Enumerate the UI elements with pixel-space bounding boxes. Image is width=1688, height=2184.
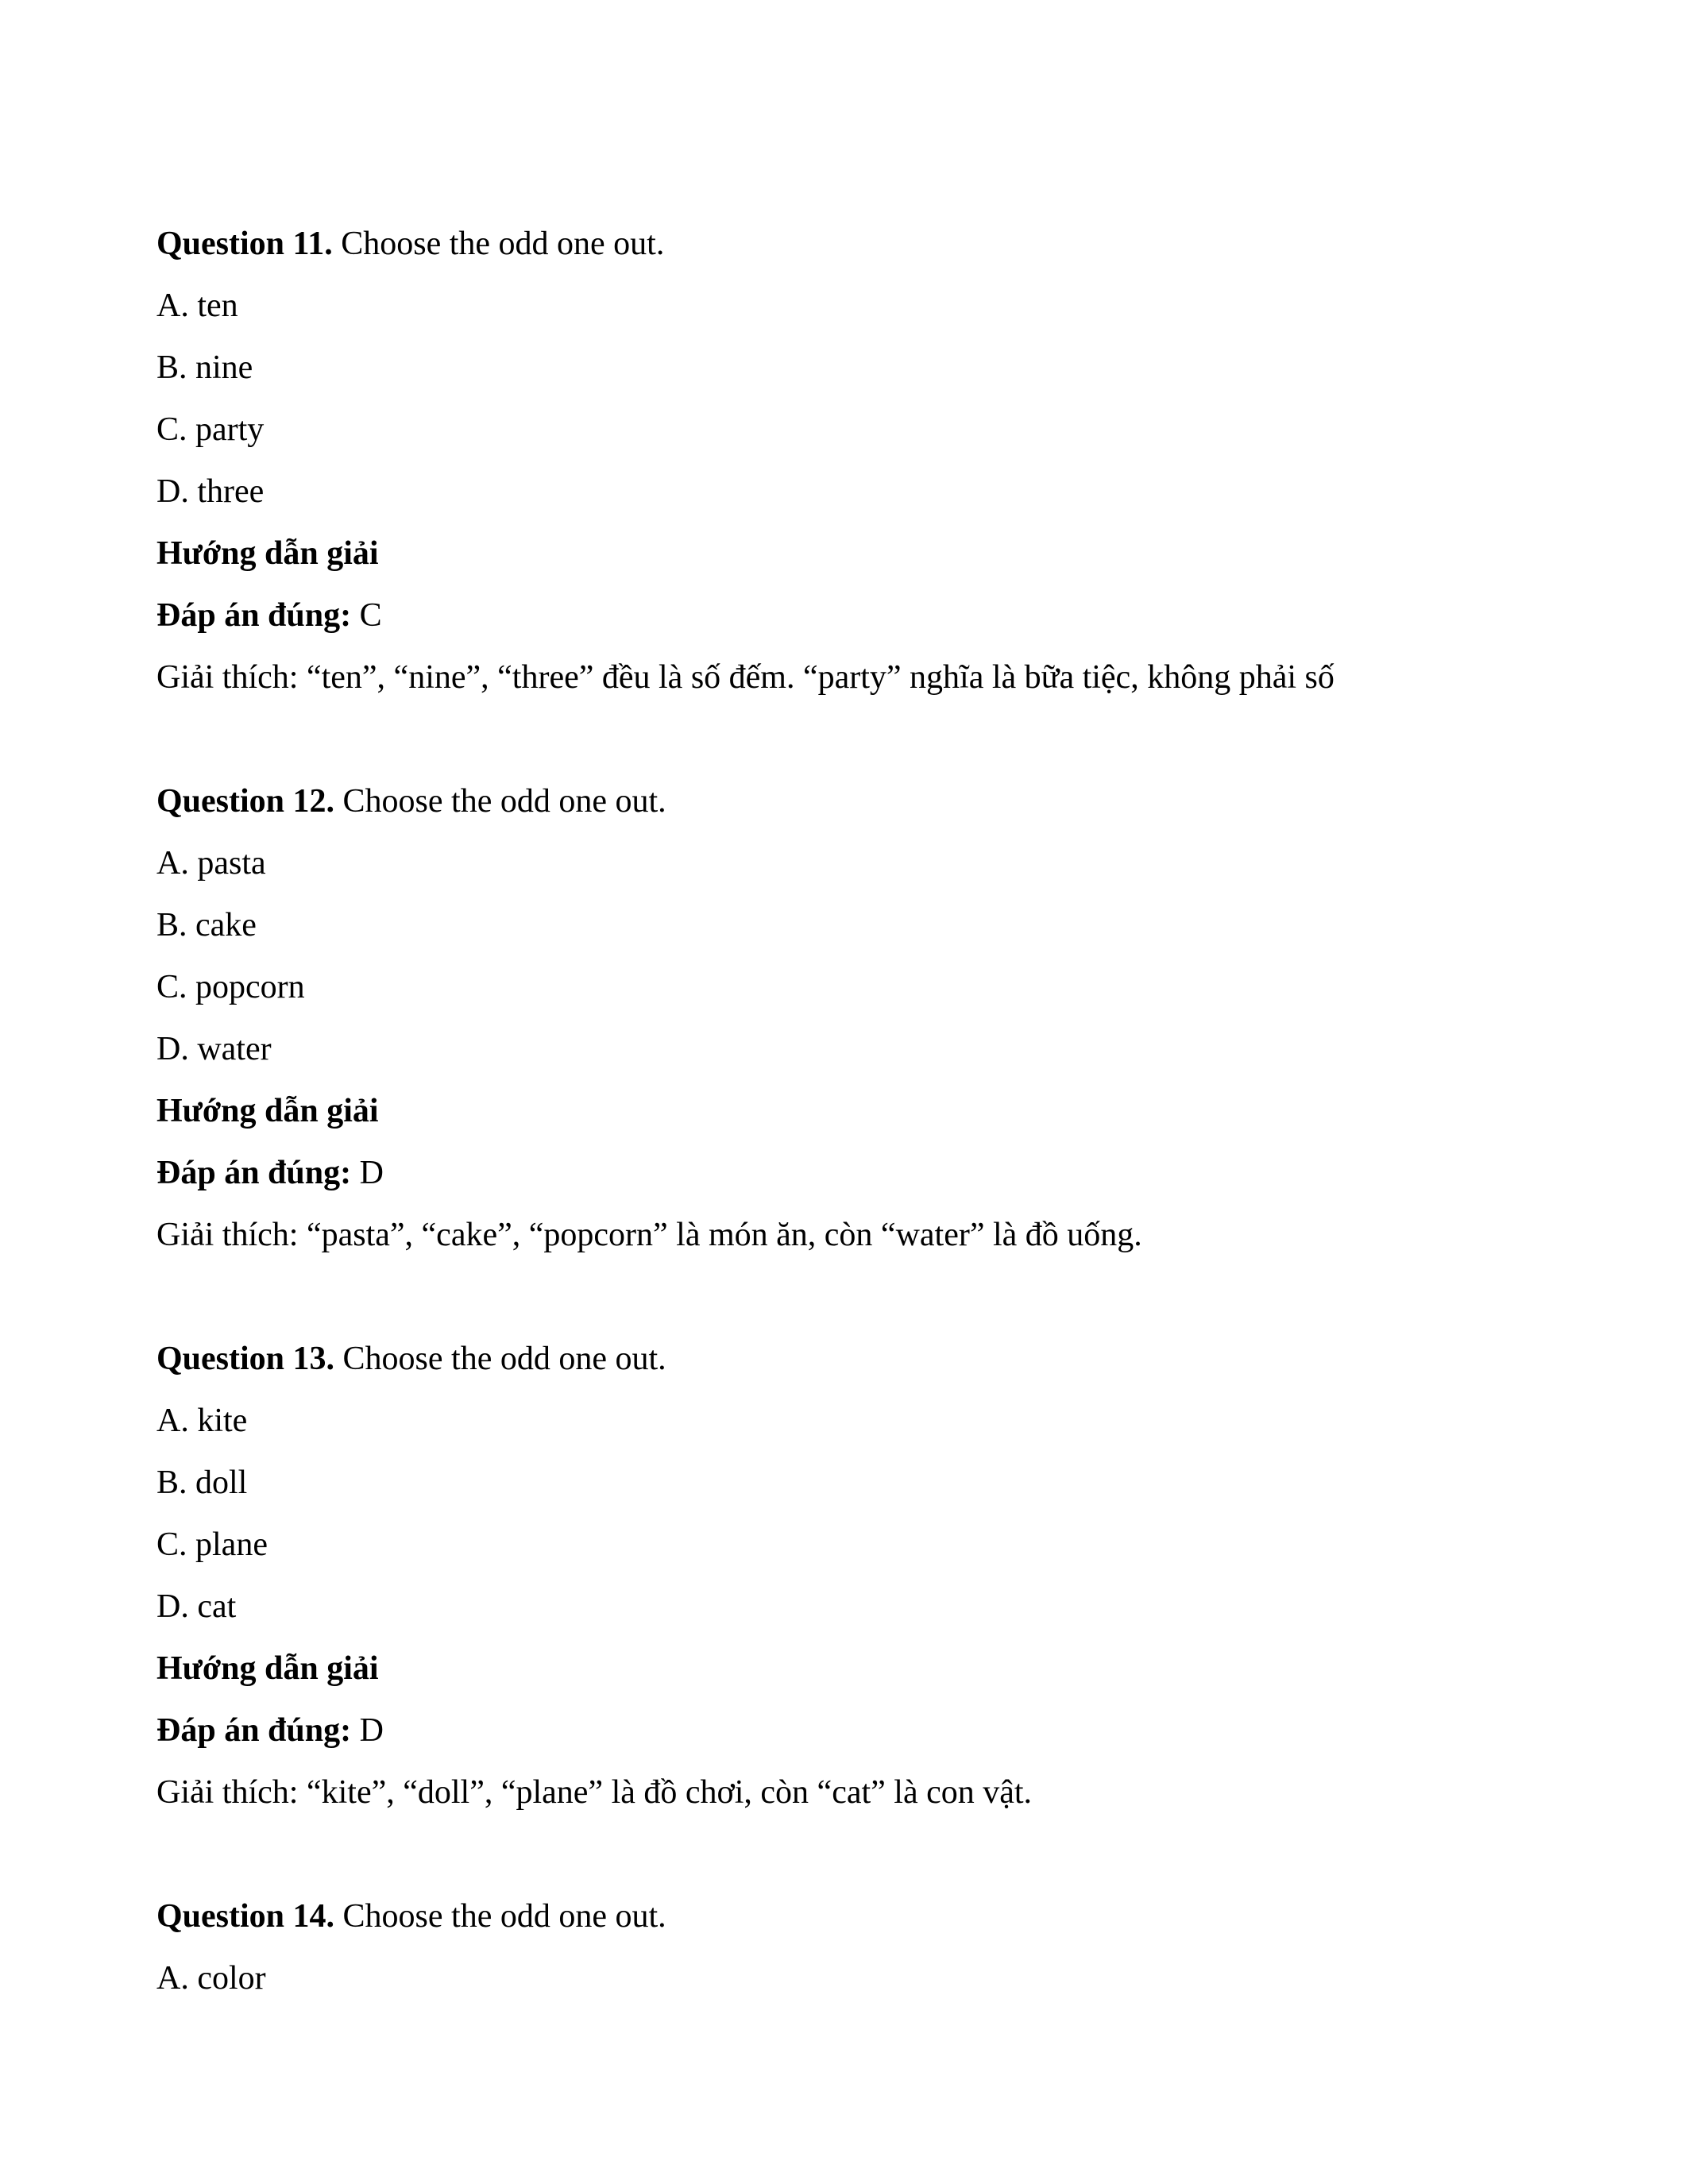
correct-answer: [156, 1700, 1555, 1761]
question-title: [156, 213, 1555, 275]
question-block: [156, 1328, 1555, 1823]
question-label: Question 14.: [156, 1898, 335, 1935]
spacer: [156, 1266, 1555, 1328]
explanation: Giải thích: “pasta”, “cake”, “popcorn” là món ăn, còn “water” là đồ uống.: [156, 1217, 1142, 1253]
question-prompt: Choose the odd one out.: [342, 1341, 666, 1377]
document-body: [156, 213, 1555, 2009]
answer-value: D: [359, 1155, 384, 1191]
question-label: Question 12.: [156, 783, 335, 820]
option-b: B. doll: [156, 1464, 248, 1501]
option-a: A. color: [156, 1960, 266, 1997]
correct-answer: [156, 1142, 1555, 1204]
question-block: [156, 770, 1555, 1266]
option-c: C. plane: [156, 1526, 268, 1563]
explanation: Giải thích: “kite”, “doll”, “plane” là đồ chơi, còn “cat” là con vật.: [156, 1774, 1033, 1811]
option-d: D. cat: [156, 1588, 237, 1625]
answer-label: Đáp án đúng:: [156, 1155, 352, 1191]
option-d: D. water: [156, 1031, 272, 1067]
guide-heading: Hướng dẫn giải: [156, 1650, 379, 1687]
question-title: [156, 770, 1555, 832]
answer-label: Đáp án đúng:: [156, 1712, 352, 1749]
option-c: C. popcorn: [156, 969, 305, 1005]
option-a: A. pasta: [156, 845, 266, 882]
answer-label: Đáp án đúng:: [156, 597, 352, 634]
answer-value: C: [359, 597, 382, 634]
option-a: A. kite: [156, 1403, 248, 1439]
question-title: [156, 1328, 1555, 1390]
option-a: A. ten: [156, 287, 238, 324]
guide-heading: Hướng dẫn giải: [156, 1093, 379, 1129]
question-block: [156, 213, 1555, 708]
option-b: B. cake: [156, 907, 257, 943]
option-d: D. three: [156, 473, 265, 510]
question-prompt: Choose the odd one out.: [341, 226, 665, 262]
option-c: C. party: [156, 411, 265, 448]
answer-value: D: [359, 1712, 384, 1749]
spacer: [156, 1823, 1555, 1885]
question-block: [156, 1885, 1555, 2009]
question-prompt: Choose the odd one out.: [342, 1898, 666, 1935]
question-label: Question 13.: [156, 1341, 335, 1377]
question-label: Question 11.: [156, 226, 333, 262]
guide-heading: Hướng dẫn giải: [156, 535, 379, 572]
option-b: B. nine: [156, 349, 253, 386]
spacer: [156, 708, 1555, 770]
question-title: [156, 1885, 1555, 1947]
explanation: Giải thích: “ten”, “nine”, “three” đều là số đếm. “party” nghĩa là bữa tiệc, không phải số: [156, 659, 1335, 696]
question-prompt: Choose the odd one out.: [342, 783, 666, 820]
correct-answer: [156, 585, 1555, 646]
